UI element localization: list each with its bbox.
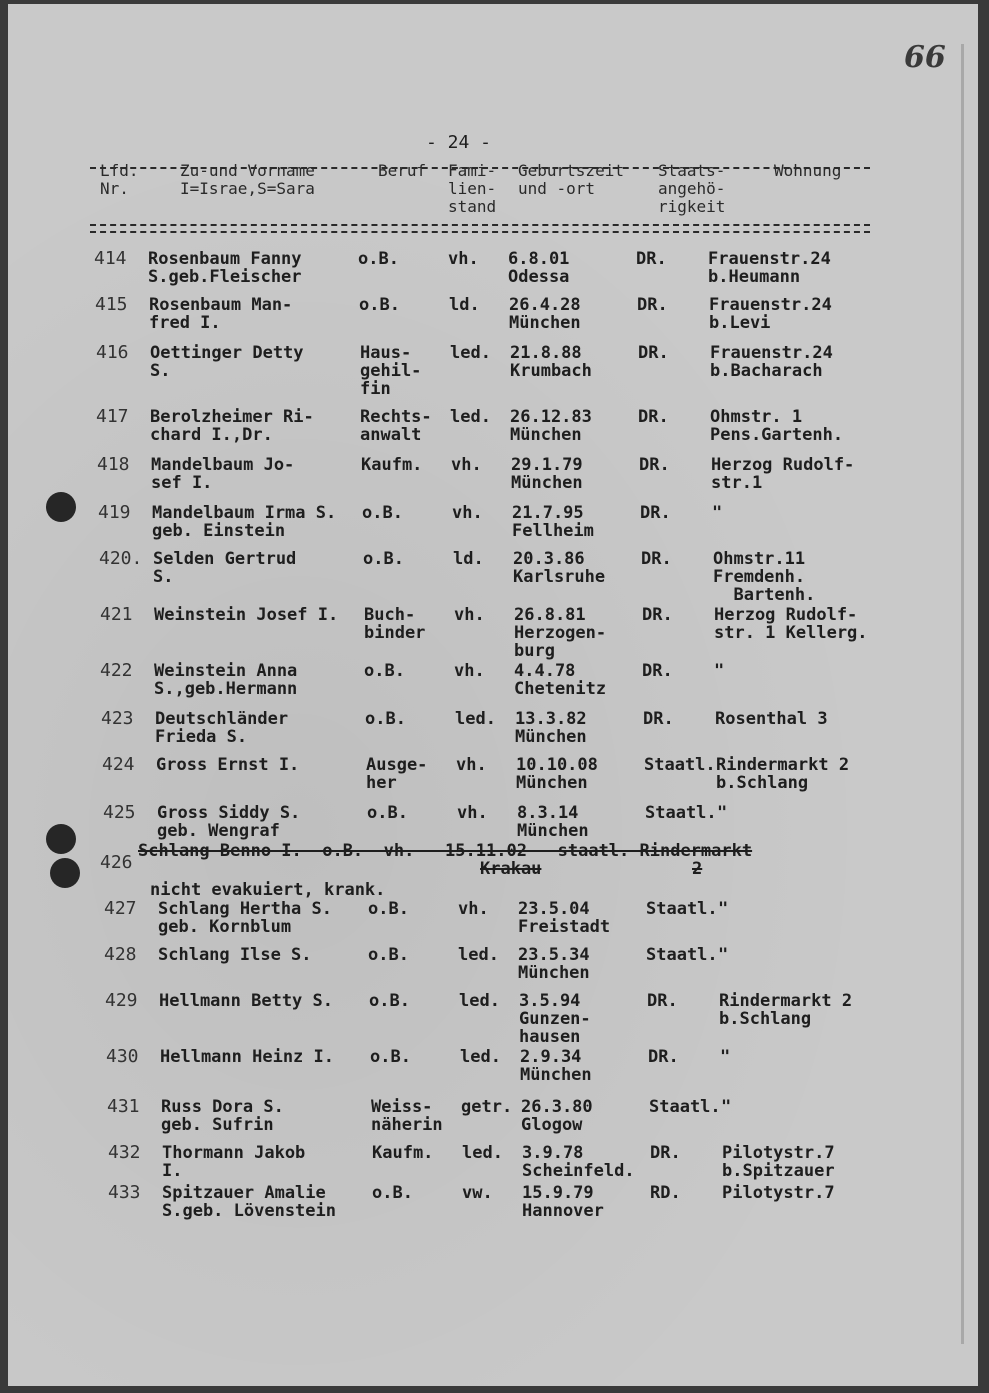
cell-nr: 421 [100,604,133,625]
cell-stand: led. [458,945,499,965]
cell-geb: 3.5.94 Gunzen- hausen [519,991,591,1047]
cell-staat: RD. [650,1183,681,1203]
cell-wohnung: Pilotystr.7 b.Spitzauer [722,1143,835,1181]
cell-stand: led. [459,991,500,1011]
cell-wohnung: " [712,503,723,523]
cell-staat: DR. [637,295,668,315]
cell-staat: Staatl. [646,945,718,965]
cell-stand: vw. [462,1183,493,1203]
cell-beruf: o.B. [359,295,400,315]
cell-name: Mandelbaum Jo- sef I. [151,455,295,493]
cell-geb: 13.3.82 München [515,709,587,747]
column-header-geb: Geburtszeit und -ort [518,161,624,198]
column-header-staat: Staats- angehö- rigkeit [658,161,726,216]
cell-beruf: Haus- gehil- fin [360,343,422,399]
cell-geb: 2.9.34 München [520,1047,592,1085]
cell-beruf: o.B. [365,709,406,729]
cell-staat: DR. [650,1143,681,1163]
punch-hole [46,824,76,854]
cell-nr: 425 [103,802,136,823]
cell-beruf: o.B. [368,899,409,919]
cell-nr: 429 [105,990,138,1011]
cell-nr: 415 [95,294,128,315]
cell-stand: vh. [457,803,488,823]
cell-stand: led. [450,407,491,427]
cell-nr: 418 [97,454,130,475]
cell-wohnung: " [720,1047,731,1067]
cell-staat: Staatl. [646,899,718,919]
cell-beruf: o.B. [368,945,409,965]
cell-beruf: Ausge- her [366,755,428,793]
cell-name: Gross Ernst I. [156,755,300,775]
cell-staat: DR. [641,549,672,569]
header-bottom-rule [90,224,870,226]
cell-wohnung: Frauenstr.24 b.Heumann [708,249,831,287]
column-header-beruf: Beruf [378,161,427,180]
cell-stand: getr. [461,1097,513,1117]
page-number: - 24 - [426,132,492,153]
handwritten-note: nicht evakuiert, krank. [150,880,386,900]
punch-hole [50,858,80,888]
cell-wohnung: Rindermarkt 2 b.Schlang [719,991,853,1029]
cell-wohnung: Herzog Rudolf- str.1 [711,455,855,493]
cell-geb: 26.3.80 Glogow [521,1097,593,1135]
cell-wohnung: " [721,1097,732,1117]
struck-row-address-number: 2 [692,859,703,879]
cell-geb: 29.1.79 München [511,455,583,493]
cell-name: Weinstein Anna S.,geb.Hermann [154,661,298,699]
cell-geb: 3.9.78 Scheinfeld. [522,1143,635,1181]
cell-beruf: Kaufm. [361,455,423,475]
cell-name: Deutschländer Frieda S. [155,709,289,747]
cell-nr: 430 [106,1046,139,1067]
cell-geb: 6.8.01 Odessa [508,249,570,287]
struck-row-birthplace: Krakau [480,859,542,879]
cell-geb: 15.9.79 Hannover [522,1183,604,1221]
column-header-stand: Fami- lien- stand [448,161,497,216]
cell-wohnung: Rosenthal 3 [715,709,828,729]
cell-wohnung: " [718,899,729,919]
cell-geb: 26.12.83 München [510,407,592,445]
cell-name: Hellmann Betty S. [159,991,333,1011]
cell-beruf: Kaufm. [372,1143,434,1163]
cell-wohnung: " [714,661,725,681]
cell-staat: DR. [636,249,667,269]
cell-beruf: Buch- binder [364,605,426,643]
cell-nr: 414 [94,248,127,269]
cell-geb: 23.5.34 München [518,945,590,983]
cell-staat: Staatl. [645,803,717,823]
cell-nr: 423 [101,708,134,729]
document-page [8,4,978,1386]
cell-staat: DR. [643,709,674,729]
cell-nr: 427 [104,898,137,919]
cell-wohnung: Rindermarkt 2 b.Schlang [716,755,850,793]
cell-geb: 10.10.08 München [516,755,598,793]
cell-name: Spitzauer Amalie S.geb. Lövenstein [162,1183,336,1221]
cell-geb: 26.8.81 Herzogen- burg [514,605,607,661]
cell-name: Gross Siddy S. geb. Wengraf [157,803,301,841]
cell-wohnung: Frauenstr.24 b.Levi [709,295,832,333]
cell-staat: DR. [638,343,669,363]
cell-name: Berolzheimer Ri- chard I.,Dr. [150,407,314,445]
cell-staat: DR. [640,503,671,523]
cell-wohnung: " [718,945,729,965]
cell-nr: 424 [102,754,135,775]
cell-beruf: o.B. [358,249,399,269]
cell-nr: 420. [99,548,143,569]
column-header-nr: Lfd. Nr. [100,161,139,198]
cell-wohnung: Pilotystr.7 [722,1183,835,1203]
cell-nr: 419 [98,502,131,523]
cell-name: Rosenbaum Fanny S.geb.Fleischer [148,249,302,287]
cell-wohnung: " [717,803,728,823]
cell-wohnung: Ohmstr. 1 Pens.Gartenh. [710,407,844,445]
cell-staat: DR. [642,605,673,625]
cell-name: Oettinger Detty S. [150,343,304,381]
cell-beruf: Weiss- näherin [371,1097,443,1135]
cell-wohnung: Ohmstr.11 Fremdenh. Bartenh. [713,549,816,605]
cell-staat: DR. [642,661,673,681]
column-header-wohnung: Wohnung [774,161,842,180]
header-bottom-rule-2 [90,231,870,233]
cell-beruf: o.B. [362,503,403,523]
cell-geb: 20.3.86 Karlsruhe [513,549,606,587]
cell-name: Russ Dora S. geb. Sufrin [161,1097,284,1135]
cell-stand: led. [462,1143,503,1163]
cell-stand: vh. [456,755,487,775]
cell-stand: vh. [458,899,489,919]
cell-nr: 433 [108,1182,141,1203]
cell-stand: ld. [449,295,480,315]
cell-geb: 21.7.95 Fellheim [512,503,594,541]
cell-geb: 4.4.78 Chetenitz [514,661,607,699]
cell-nr: 422 [100,660,133,681]
cell-stand: vh. [451,455,482,475]
cell-stand: ld. [453,549,484,569]
cell-staat: Staatl. [649,1097,721,1117]
cell-geb: 26.4.28 München [509,295,581,333]
cell-beruf: o.B. [364,661,405,681]
page-mark: 66 [904,40,946,75]
cell-name: Selden Gertrud S. [153,549,297,587]
cell-name: Hellmann Heinz I. [160,1047,334,1067]
cell-stand: vh. [454,661,485,681]
cell-staat: DR. [647,991,678,1011]
cell-name: Schlang Hertha S. geb. Kornblum [158,899,332,937]
struck-row-text: Schlang Benno I. o.B. vh. 15.11.02 staatl. Rindermarkt [138,841,753,861]
cell-name: Mandelbaum Irma S. geb. Einstein [152,503,337,541]
cell-geb: 23.5.04 Freistadt [518,899,611,937]
cell-stand: vh. [454,605,485,625]
cell-staat: DR. [638,407,669,427]
cell-name: Schlang Ilse S. [158,945,312,965]
cell-beruf: o.B. [363,549,404,569]
paper-fold [961,44,964,1344]
cell-stand: vh. [452,503,483,523]
cell-nr: 417 [96,406,129,427]
cell-geb: 21.8.88 Krumbach [510,343,592,381]
cell-geb: 8.3.14 München [517,803,589,841]
cell-wohnung: Frauenstr.24 b.Bacharach [710,343,833,381]
cell-wohnung: Herzog Rudolf- str. 1 Kellerg. [714,605,868,643]
cell-stand: led. [455,709,496,729]
cell-nr: 431 [107,1096,140,1117]
cell-nr: 428 [104,944,137,965]
cell-staat: Staatl. [644,755,716,775]
punch-hole [46,492,76,522]
cell-name: Thormann Jakob I. [162,1143,306,1181]
cell-staat: DR. [639,455,670,475]
cell-beruf: o.B. [367,803,408,823]
struck-row-number: 426 [100,852,133,873]
cell-name: Weinstein Josef I. [154,605,339,625]
cell-stand: vh. [448,249,479,269]
cell-stand: led. [460,1047,501,1067]
cell-beruf: o.B. [372,1183,413,1203]
cell-beruf: o.B. [369,991,410,1011]
cell-nr: 432 [108,1142,141,1163]
cell-stand: led. [450,343,491,363]
cell-beruf: Rechts- anwalt [360,407,432,445]
cell-staat: DR. [648,1047,679,1067]
cell-name: Rosenbaum Man- fred I. [149,295,293,333]
column-header-name: Zu-und Vorname I=Israe,S=Sara [180,161,315,198]
cell-nr: 416 [96,342,129,363]
cell-beruf: o.B. [370,1047,411,1067]
